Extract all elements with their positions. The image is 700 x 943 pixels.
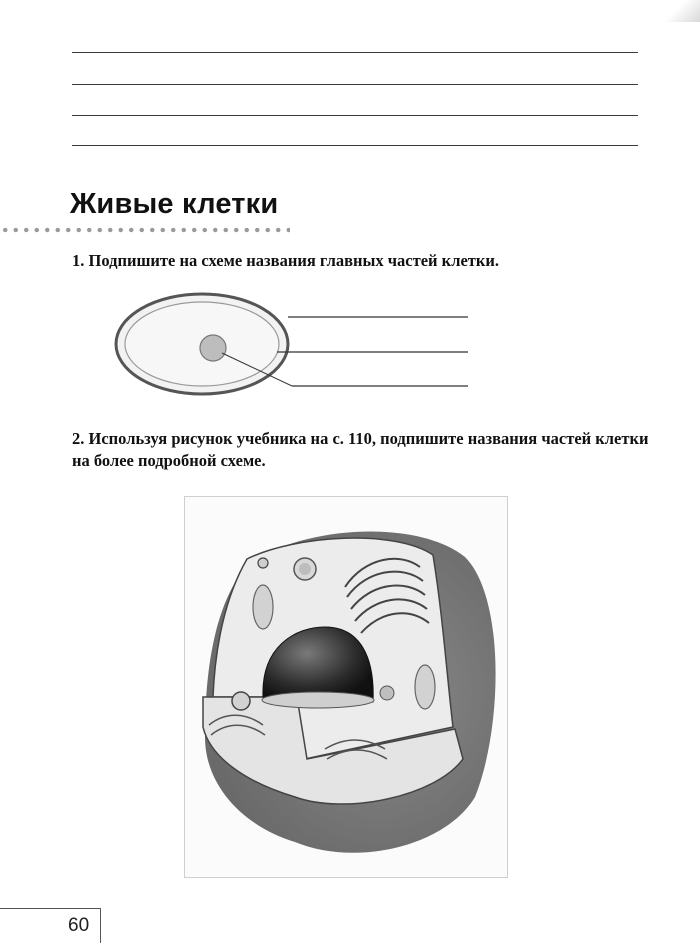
task-1-text: 1. Подпишите на схеме названия главных частей клетки. [72,251,500,270]
small-vesicle-shape [258,558,268,568]
answer-line[interactable] [72,115,638,116]
detailed-cell-figure [184,496,508,878]
task-2-text: 2. Используя рисунок учебника на с. 110, подпишите названия частей клетки на более подробной схеме. [72,429,649,470]
centriole-shape [232,692,250,710]
mitochondrion-shape [415,665,435,709]
mitochondrion-shape [253,585,273,629]
page-number: 60 [68,915,90,936]
page-corner-shadow [660,0,700,22]
answer-line[interactable] [72,84,638,85]
nucleus-shape [200,335,226,361]
section-title: Живые клетки [70,188,279,220]
nuclear-envelope-shape [262,692,374,708]
animal-cell-3d-icon [185,497,507,877]
simple-cell-diagram [112,288,482,408]
answer-line[interactable] [72,145,638,146]
answer-line[interactable] [72,52,638,53]
title-dotted-rule [0,226,290,234]
vesicle-core-shape [299,563,311,575]
lysosome-shape [380,686,394,700]
